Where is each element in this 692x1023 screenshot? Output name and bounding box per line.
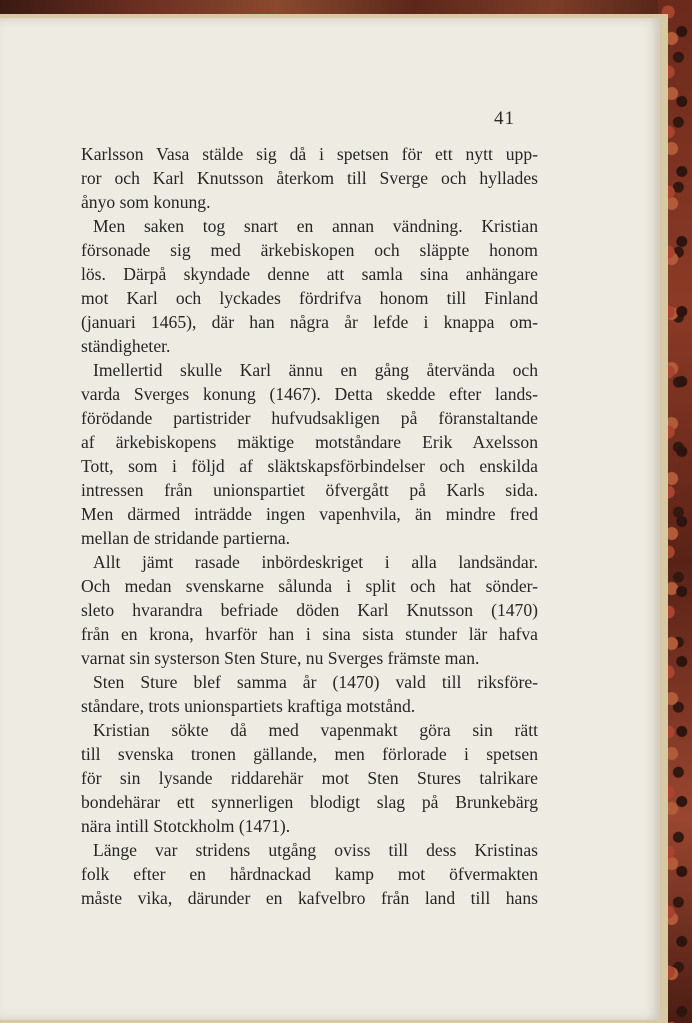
text-line: bondehärar ett synnerligen blodigt slag på Brunkebärg [81, 792, 538, 812]
text-line: varda Sverges konung (1467). Detta skedde efter lands- [81, 384, 538, 404]
text-line: ståndare, trots unionspartiets kraftiga motstånd. [81, 696, 416, 716]
text-line: mot Karl och lyckades fördrifva honom till Finland [81, 288, 538, 308]
text-line: Karlsson Vasa stälde sig då i spetsen för ett nytt upp- [81, 144, 538, 164]
body-text [81, 142, 538, 910]
text-line: Kristian sökte då med vapenmakt göra sin rätt [93, 720, 538, 740]
text-line: intressen från unionspartiet öfvergått på Karls sida. [81, 480, 538, 500]
text-line: Sten Sture blef samma år (1470) vald till riksföre- [93, 672, 538, 692]
text-line: sleto hvarandra befriade döden Karl Knutsson (1470) [81, 600, 538, 620]
text-line: ror och Karl Knutsson återkom till Sverge och hyllades [81, 168, 538, 188]
text-line: Tott, som i följd af släktskapsförbindelser och enskilda [81, 456, 538, 476]
text-line: måste vika, därunder en kafvelbro från land till hans [81, 888, 538, 908]
text-line: nära intill Stotckholm (1471). [81, 816, 291, 836]
text-line: lös. Därpå skyndade denne att samla sina anhängare [81, 264, 538, 284]
text-line: Men därmed inträdde ingen vapenhvila, än mindre fred [81, 504, 538, 524]
text-line: till svenska tronen gällande, men förlorade i spetsen [81, 744, 538, 764]
text-line: från en krona, hvarför han i sina sista stunder lär hafva [81, 624, 538, 644]
text-line: (januari 1465), där han några år lefde i knappa om- [81, 312, 538, 332]
book-page [0, 18, 660, 1020]
text-line: Men saken tog snart en annan vändning. Kristian [93, 216, 538, 236]
text-line: ständigheter. [81, 336, 171, 356]
text-line: af ärkebiskopens mäktige motståndare Erik Axelsson [81, 432, 538, 452]
page-number: 41 [494, 108, 515, 129]
text-line: Allt jämt rasade inbördeskriget i alla landsändar. [93, 552, 538, 572]
text-line: Imellertid skulle Karl ännu en gång återvända och [93, 360, 538, 380]
text-line: Och medan svenskarne sålunda i split och hat sönder- [81, 576, 538, 596]
text-line: mellan de stridande partierna. [81, 528, 291, 548]
text-line: för sin lysande riddarehär mot Sten Stures talrikare [81, 768, 538, 788]
text-line: förödande partistrider hufvudsakligen på föranstaltande [81, 408, 538, 428]
text-line: varnat sin systerson Sten Sture, nu Sverges främste man. [81, 648, 480, 668]
text-line: Länge var stridens utgång oviss till dess Kristinas [93, 840, 538, 860]
text-line: försonade sig med ärkebiskopen och släppte honom [81, 240, 538, 260]
text-line: folk efter en hårdnackad kamp mot öfvermakten [81, 864, 538, 884]
text-line: ånyo som konung. [81, 192, 211, 212]
